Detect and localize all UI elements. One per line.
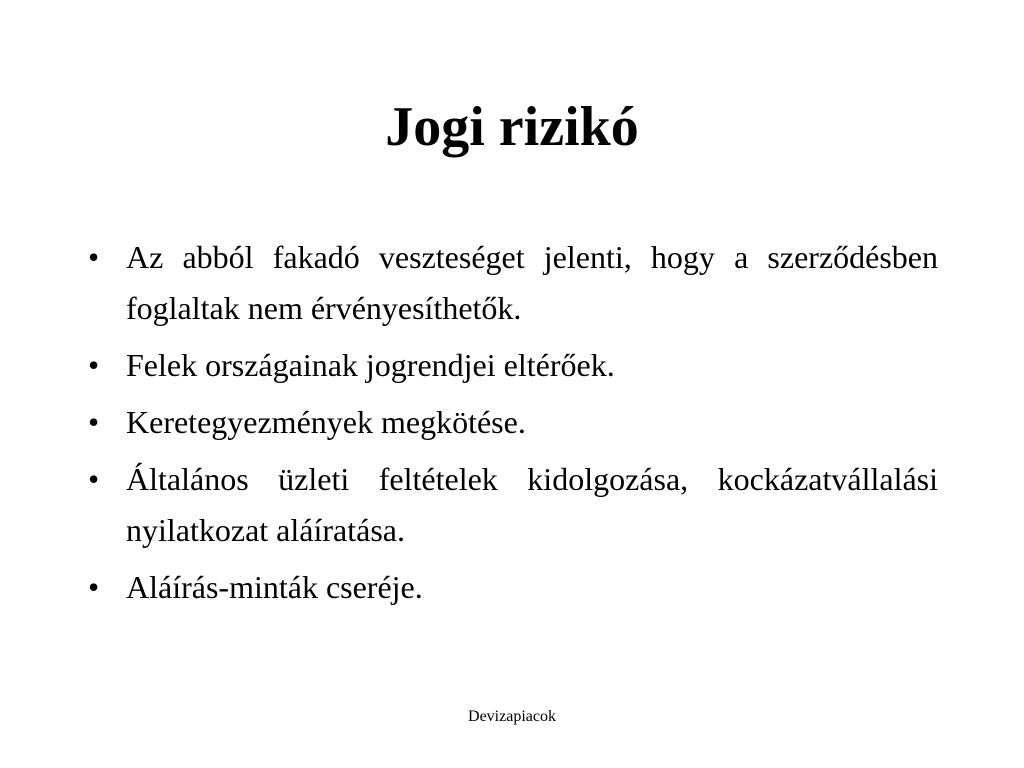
bullet-item: [88, 454, 938, 556]
bullet-text: Felek országainak jogrendjei eltérőek.: [126, 347, 615, 383]
bullet-text: Aláírás-minták cseréje.: [126, 569, 423, 605]
bullet-dot-icon: •: [88, 404, 100, 440]
bullet-item: [88, 397, 938, 448]
bullet-item: [88, 232, 938, 334]
bullet-text: Az abból fakadó veszteséget jelenti, hogy a szerződésben foglaltak nem érvényesíthetők.: [126, 239, 938, 326]
slide-footer: Devizapiacok: [468, 708, 556, 725]
slide-title: Jogi rizikó: [385, 96, 639, 158]
bullet-item: [88, 340, 938, 391]
bullet-dot-icon: •: [88, 347, 100, 383]
bullet-dot-icon: •: [88, 569, 100, 605]
bullet-text: Általános üzleti feltételek kidolgozása, kockázatvállalási nyilatkozat aláíratása.: [126, 461, 938, 548]
bullet-item: [88, 562, 938, 613]
bullet-dot-icon: •: [88, 239, 100, 275]
bullet-text: Keretegyezmények megkötése.: [126, 404, 526, 440]
bullet-dot-icon: •: [88, 461, 100, 497]
bullet-list: [88, 232, 938, 619]
